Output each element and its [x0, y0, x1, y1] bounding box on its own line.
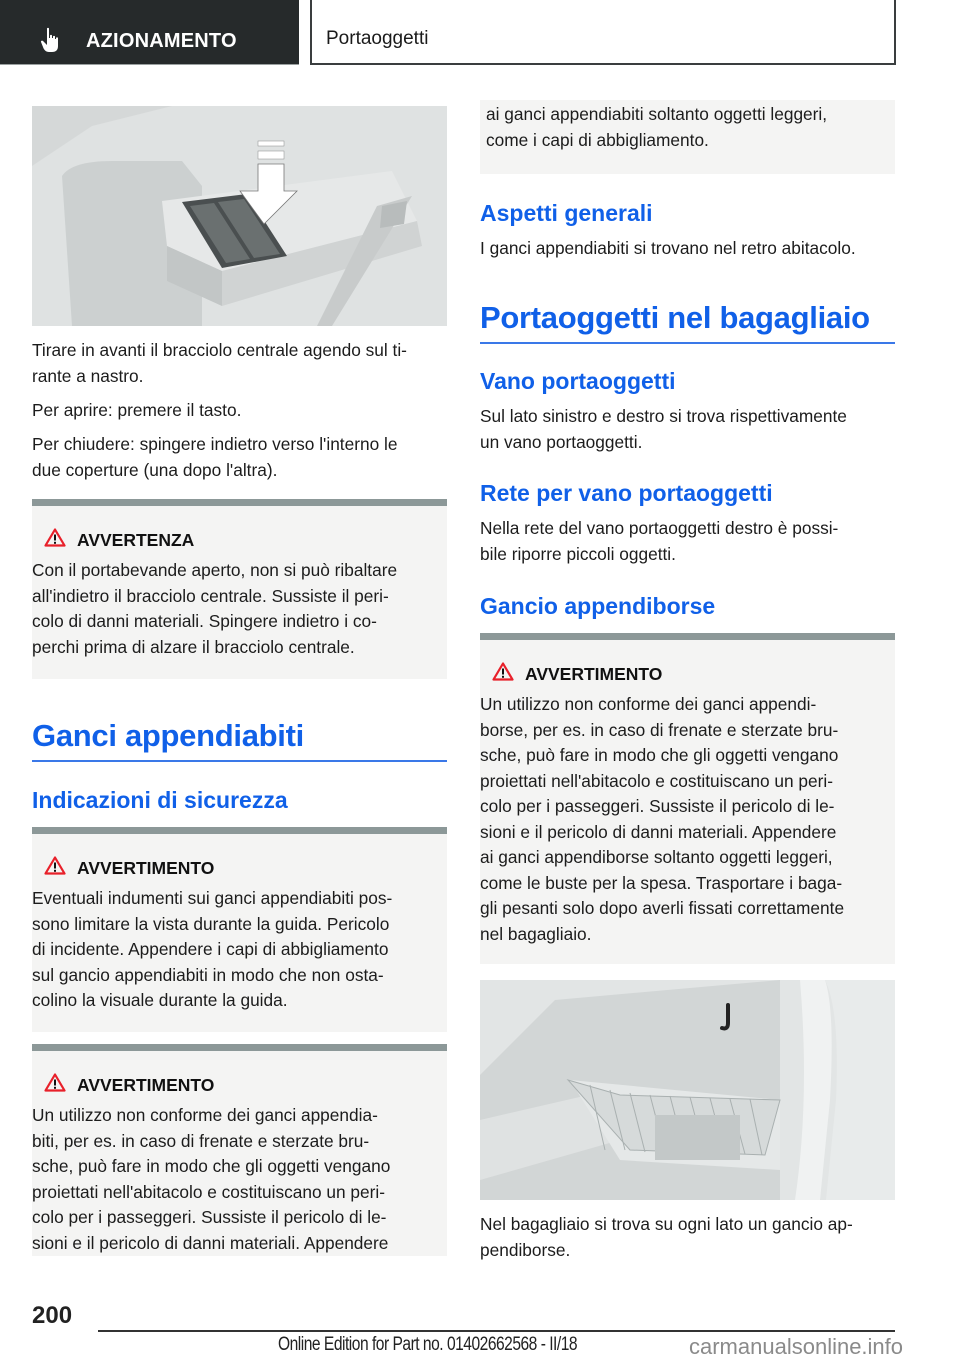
text-line: sono limitare la vista durante la guida. Pericolo: [32, 913, 390, 934]
text-line: sioni e il pericolo di danni materiali. Appendere: [480, 821, 837, 842]
paragraph-vano: [480, 404, 895, 455]
text-line: sche, può fare in modo che gli oggetti vengano: [480, 745, 839, 765]
paragraph-open: Per aprire: premere il tasto.: [32, 400, 242, 420]
warning-text: [486, 102, 901, 153]
caption-trunk: [480, 1212, 895, 1263]
text-line: come i capi di abbigliamento.: [486, 129, 709, 150]
armrest-illustration: [32, 106, 447, 326]
text-line: due coperture (una dopo l'altra).: [32, 459, 278, 480]
text-line: colino la visuale durante la guida.: [32, 990, 288, 1010]
heading-portaoggetti-bagagliaio: Portaoggetti nel bagagliaio: [480, 300, 870, 335]
warning-triangle-icon: [44, 856, 66, 875]
text-line: colo per i passeggeri. Sussiste il pericolo di le-: [32, 1207, 387, 1227]
text-line: pendiborse.: [480, 1239, 571, 1260]
chapter-title: AZIONAMENTO: [86, 30, 237, 52]
heading-rete-vano: Rete per vano portaoggetti: [480, 480, 773, 506]
warning-box-continued: [480, 100, 895, 174]
warning-title: AVVERTIMENTO: [525, 664, 663, 684]
warning-title: AVVERTIMENTO: [77, 1075, 215, 1095]
text-line: gli pesanti solo dopo averli fissati correttamente: [480, 898, 845, 918]
text-line: Eventuali indumenti sui ganci appendiabiti pos-: [32, 888, 393, 908]
paragraph-rete: [480, 516, 895, 567]
warning-text: [480, 692, 895, 947]
warning-text: [32, 886, 447, 1014]
text-line: di incidente. Appendere i capi di abbigliamento: [32, 939, 389, 959]
heading-aspetti-generali: Aspetti generali: [480, 200, 653, 226]
edition-text: Online Edition for Part no. 01402662568 - II/18: [278, 1334, 578, 1355]
text-line: Con il portabevande aperto, non si può ribaltare: [32, 560, 398, 580]
hand-pointer-icon: [40, 27, 64, 53]
heading-rule: [480, 342, 895, 344]
text-line: Per chiudere: spingere indietro verso l'interno le: [32, 434, 398, 454]
paragraph-armrest: [32, 338, 447, 389]
page-number: 200: [32, 1302, 73, 1329]
section-tab: [310, 0, 896, 65]
text-line: colo di danni materiali. Spingere indietro i co-: [32, 611, 377, 631]
trunk-illustration: [480, 980, 895, 1200]
chapter-tab: [0, 0, 299, 65]
text-line: borse, per es. in caso di frenate e sterzate bru-: [480, 719, 839, 740]
heading-gancio-appendiborse: Gancio appendiborse: [480, 593, 716, 619]
text-line: biti, per es. in caso di frenate e sterzate bru-: [32, 1130, 370, 1151]
warning-box-avvertenza: [32, 499, 447, 679]
text-line: perchi prima di alzare il bracciolo centrale.: [32, 636, 355, 657]
text-line: come le buste per la spesa. Trasportare i baga-: [480, 872, 843, 893]
warning-triangle-icon: [44, 1073, 66, 1092]
text-line: ai ganci appendiabiti soltanto oggetti leggeri,: [486, 104, 828, 124]
warning-triangle-icon: [44, 528, 66, 547]
text-line: all'indietro il bracciolo centrale. Sussiste il peri-: [32, 585, 389, 606]
text-line: proiettati nell'abitacolo e costituiscano un peri-: [32, 1181, 385, 1202]
warning-title: AVVERTENZA: [77, 530, 195, 550]
text-line: colo per i passeggeri. Sussiste il pericolo di le-: [480, 796, 835, 816]
text-line: proiettati nell'abitacolo e costituiscano un peri-: [480, 770, 833, 791]
warning-box-avvertimento-2: [32, 1044, 447, 1256]
heading-ganci-appendiabiti: Ganci appendiabiti: [32, 718, 304, 753]
warning-box-avvertimento-3: [480, 633, 895, 964]
warning-title: AVVERTIMENTO: [77, 858, 215, 878]
text-line: bile riporre piccoli oggetti.: [480, 543, 676, 564]
text-line: sche, può fare in modo che gli oggetti vengano: [32, 1156, 391, 1176]
warning-text: [32, 1103, 447, 1256]
footer-rule: [98, 1330, 895, 1332]
heading-indicazioni-sicurezza: Indicazioni di sicurezza: [32, 787, 288, 813]
text-line: Nel bagagliaio si trova su ogni lato un gancio ap-: [480, 1214, 853, 1234]
paragraph-aspetti: I ganci appendiabiti si trovano nel retro abitacolo.: [480, 238, 856, 258]
text-line: rante a nastro.: [32, 365, 144, 386]
text-line: un vano portaoggetti.: [480, 431, 643, 452]
text-line: Sul lato sinistro e destro si trova rispettivamente: [480, 406, 847, 426]
text-line: ai ganci appendiborse soltanto oggetti leggeri,: [480, 847, 833, 867]
paragraph-close: [32, 432, 447, 483]
text-line: sioni e il pericolo di danni materiali. Appendere: [32, 1232, 389, 1253]
text-line: nel bagagliaio.: [480, 923, 592, 944]
section-title: Portaoggetti: [326, 28, 429, 49]
warning-text: [32, 558, 447, 660]
heading-rule: [32, 760, 447, 762]
warning-box-avvertimento-1: [32, 827, 447, 1032]
text-line: Un utilizzo non conforme dei ganci appendia-: [32, 1105, 378, 1125]
text-line: Nella rete del vano portaoggetti destro è possi-: [480, 518, 839, 538]
text-line: Un utilizzo non conforme dei ganci appendi-: [480, 694, 817, 714]
text-line: sul gancio appendiabiti in modo che non osta-: [32, 964, 384, 985]
text-line: Tirare in avanti il bracciolo centrale agendo sul ti-: [32, 340, 407, 360]
warning-triangle-icon: [492, 662, 514, 681]
watermark: carmanualsonline.info: [689, 1334, 904, 1359]
heading-vano-portaoggetti: Vano portaoggetti: [480, 368, 676, 394]
